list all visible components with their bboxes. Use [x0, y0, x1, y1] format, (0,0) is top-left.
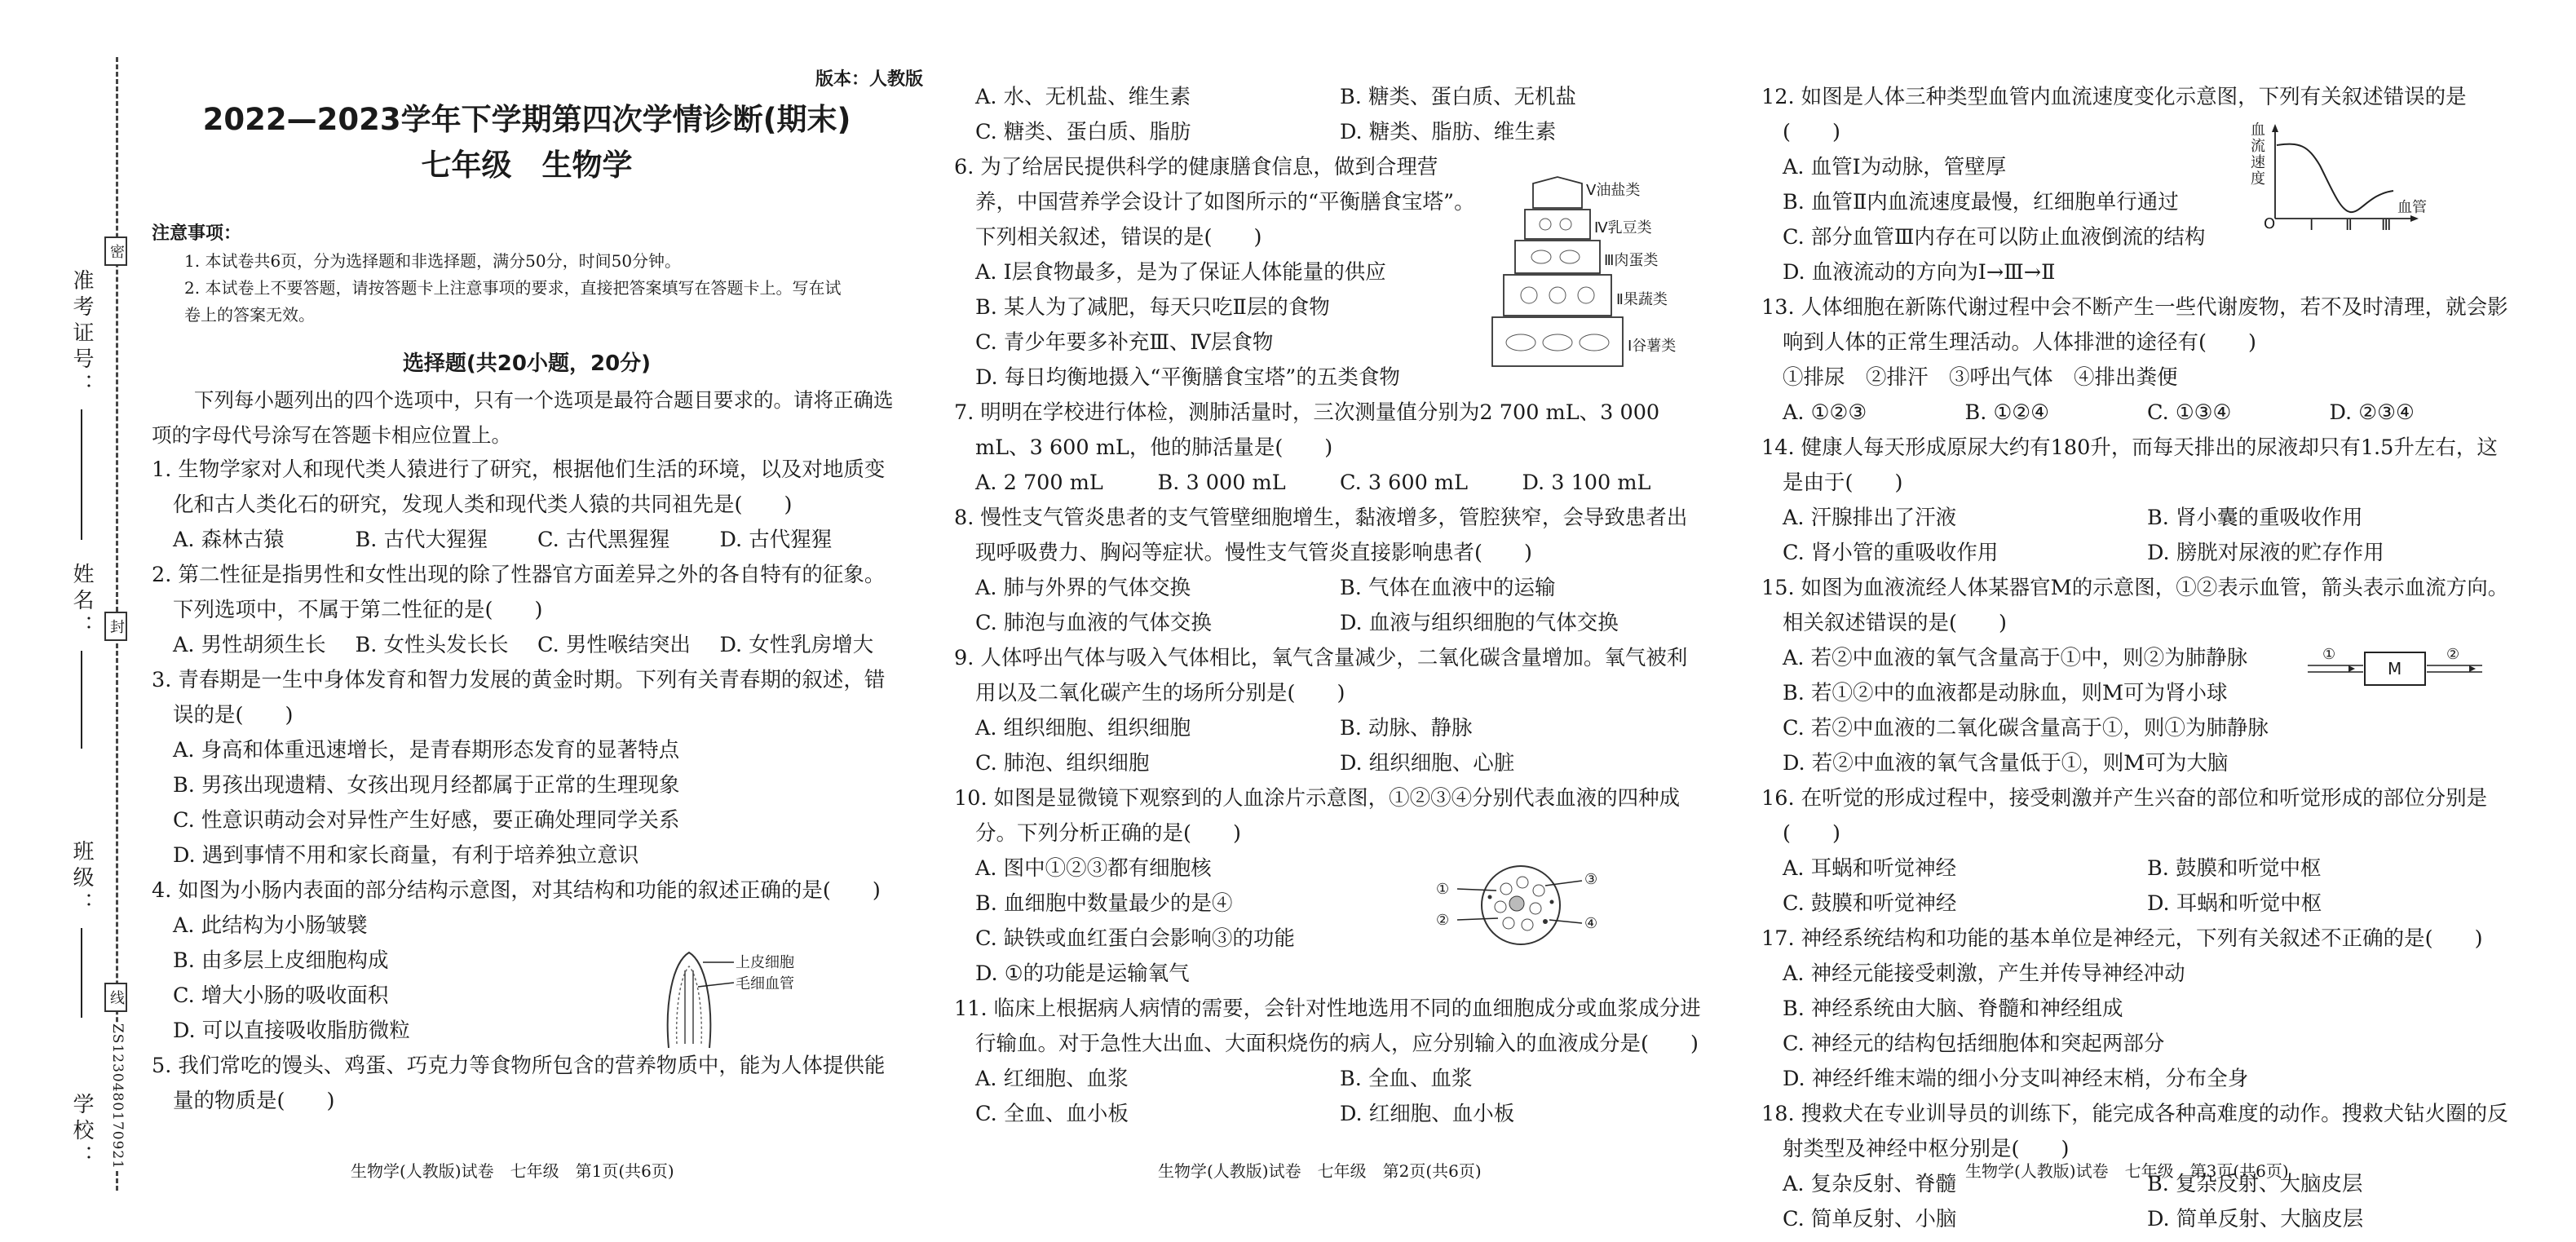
- smear-mark-1: ①: [1436, 881, 1450, 898]
- option-d[interactable]: D. 3 100 mL: [1522, 471, 1651, 495]
- question-7-options: [954, 466, 1704, 501]
- option-a[interactable]: A. 图中①②③都有细胞核: [975, 856, 1212, 881]
- section-heading: 选择题(共20小题，20分): [402, 351, 652, 376]
- option-c[interactable]: C. 3 600 mL: [1340, 471, 1469, 495]
- smear-mark-4: ④: [1584, 915, 1598, 932]
- blood-smear-diagram: [1431, 856, 1611, 954]
- option-b[interactable]: B. ①②④: [1964, 400, 2050, 425]
- question-1-stem: 1. 生物学家对人和现代类人猿进行了研究，根据他们生活的环境，以及对地质变化和古人类化石的研究，发现人类和现代类人猿的共同祖先是( ): [152, 457, 886, 517]
- option-c[interactable]: C. 肺泡、组织细胞: [975, 751, 1150, 776]
- option-a[interactable]: A. 若②中血液的氧气含量高于①中，则②为肺静脉: [1783, 646, 2248, 670]
- option-d[interactable]: D. 血液与组织细胞的气体交换: [1340, 611, 1619, 635]
- option-d[interactable]: D. 膀胱对尿液的贮存作用: [2147, 541, 2384, 565]
- question-11-options-row-1: [954, 1062, 1704, 1097]
- option-a[interactable]: A. 此结构为小肠皱襞: [173, 913, 368, 938]
- option-b[interactable]: B. 男孩出现遗精、女孩出现月经都属于正常的生理现象: [173, 773, 680, 798]
- question-12-stem: 12. 如图是人体三种类型血管内血流速度变化示意图，下列有关叙述错误的是( ): [1761, 85, 2467, 144]
- name-label: 姓名：: [69, 563, 94, 641]
- chart-x-label: 血管: [2397, 199, 2427, 216]
- option-d[interactable]: D. 可以直接吸收脂肪微粒: [173, 1019, 410, 1043]
- option-a[interactable]: A. 血管Ⅰ为动脉，管壁厚: [1783, 155, 2007, 179]
- option-b[interactable]: B. 若①②中的血液都是动脉血，则M可为肾小球: [1783, 681, 2228, 705]
- class-field[interactable]: [67, 840, 97, 1018]
- question-14-options-row-1: [1761, 501, 2512, 536]
- blood-smear-figure: [1431, 856, 1611, 954]
- notice-item-2b: 卷上的答案无效。: [184, 305, 315, 325]
- option-d[interactable]: D. 组织细胞、心脏: [1340, 751, 1515, 776]
- exam-subtitle: 七年级 生物学: [421, 148, 633, 183]
- option-b[interactable]: B. 鼓膜和听觉中枢: [2147, 856, 2322, 881]
- seal-mark-xian: 线: [104, 983, 127, 1012]
- seal-mark-feng: 封: [104, 612, 127, 641]
- question-8-options-row-2: [954, 606, 1704, 641]
- smear-mark-3: ③: [1584, 871, 1598, 888]
- organ-m-figure: [2308, 644, 2495, 693]
- option-a[interactable]: A. 神经元能接受刺激，产生并传导神经冲动: [1783, 961, 2185, 986]
- name-field[interactable]: [67, 563, 97, 749]
- exam-number-label: 准考证号：: [69, 269, 94, 400]
- option-a[interactable]: A. 组织细胞、组织细胞: [975, 716, 1191, 740]
- capillary-label: 毛细血管: [736, 975, 794, 992]
- question-5-options-row-2: [954, 115, 1704, 150]
- question-8-options-row-1: [954, 571, 1704, 606]
- question-17-stem: 17. 神经系统结构和功能的基本单位是神经元，下列有关叙述不正确的是( ): [1761, 926, 2483, 951]
- option-a[interactable]: A. 红细胞、血浆: [975, 1067, 1129, 1091]
- option-c[interactable]: C. 糖类、蛋白质、脂肪: [975, 120, 1191, 144]
- question-7-stem: 7. 明明在学校进行体检，测肺活量时，三次测量值分别为2 700 mL、3 000 mL、3 600 mL，他的肺活量是( ): [954, 400, 1660, 460]
- question-5-options-row-1: [954, 80, 1704, 115]
- notice-item-1: 1. 本试卷共6页，分为选择题和非选择题，满分50分，时间50分钟。: [184, 251, 682, 271]
- option-c[interactable]: C. 青少年要多补充Ⅲ、Ⅳ层食物: [975, 330, 1274, 355]
- option-c[interactable]: C. 肺泡与血液的气体交换: [975, 611, 1212, 635]
- option-c[interactable]: C. 增大小肠的吸收面积: [173, 983, 389, 1008]
- option-c[interactable]: C. ①③④: [2147, 400, 2232, 425]
- seal-mark-mi: 密: [104, 236, 127, 266]
- option-b[interactable]: B. 血管Ⅱ内血流速度最慢，红细胞单行通过: [1783, 190, 2179, 214]
- option-a[interactable]: A. 汗腺排出了汗液: [1783, 506, 1957, 530]
- version-label: 版本：人教版: [815, 69, 924, 90]
- option-a[interactable]: A. 森林古猿: [173, 528, 285, 552]
- notice-heading: 注意事项：: [152, 223, 242, 244]
- chart-y-label: 血流速度: [2251, 122, 2265, 188]
- option-d[interactable]: D. 若②中血液的氧气含量低于①，则M可为大脑: [1783, 751, 2229, 776]
- vessel-2-label: ②: [2446, 646, 2460, 663]
- blood-flow-figure: [2251, 121, 2438, 235]
- option-d[interactable]: D. 血液流动的方向为Ⅰ→Ⅲ→Ⅱ: [1783, 260, 2056, 285]
- option-d[interactable]: D. 古代猩猩: [719, 528, 833, 552]
- question-8-stem: 8. 慢性支气管炎患者的支气管壁细胞增生，黏液增多，管腔狭窄，会导致患者出现呼吸费力、胸闷等症状。慢性支气管炎直接影响患者( ): [954, 506, 1688, 565]
- option-d[interactable]: D. 红细胞、血小板: [1340, 1102, 1515, 1126]
- option-b[interactable]: B. 古代大猩猩: [355, 528, 488, 552]
- option-c[interactable]: C. 简单反射、小脑: [1783, 1207, 1957, 1231]
- pyramid-layer-3: Ⅲ肉蛋类: [1604, 252, 1659, 269]
- question-13-options: [1761, 396, 2512, 431]
- chart-origin: O: [2264, 215, 2276, 232]
- question-1-options: [152, 523, 902, 558]
- option-d[interactable]: D. 糖类、脂肪、维生素: [1340, 120, 1557, 144]
- option-c[interactable]: C. 全血、血小板: [975, 1102, 1129, 1126]
- chart-tick-2: Ⅱ: [2345, 217, 2353, 234]
- option-a[interactable]: A. 复杂反射、脊髓: [1783, 1172, 1957, 1196]
- option-a[interactable]: A. 肺与外界的气体交换: [975, 576, 1191, 600]
- pyramid-layer-5: Ⅴ油盐类: [1586, 182, 1641, 199]
- option-d[interactable]: D. 女性乳房增大: [719, 633, 874, 657]
- option-a[interactable]: A. 身高和体重迅速增长，是青春期形态发育的显著特点: [173, 738, 680, 762]
- pyramid-layer-1: Ⅰ谷薯类: [1628, 338, 1677, 355]
- chart-tick-3: Ⅲ: [2381, 217, 2392, 234]
- option-a[interactable]: A. 2 700 mL: [975, 471, 1103, 495]
- option-b[interactable]: B. 全血、血浆: [1340, 1067, 1473, 1091]
- question-14-stem: 14. 健康人每天形成原尿大约有180升，而每天排出的尿液却只有1.5升左右，这是由于( ): [1761, 435, 2498, 495]
- option-b[interactable]: B. 某人为了减肥，每天只吃Ⅱ层的食物: [975, 295, 1330, 320]
- question-10-stem: 10. 如图是显微镜下观察到的人血涂片示意图，①②③④分别代表血液的四种成分。下列分析正确的是( ): [954, 786, 1681, 846]
- page-footer-1: 生物学(人教版)试卷 七年级 第1页(共6页): [351, 1161, 674, 1181]
- organ-m-label: M: [2388, 659, 2402, 678]
- school-label: 学校：: [69, 1093, 94, 1171]
- food-pyramid-figure: [1484, 175, 1729, 379]
- question-18-stem: 18. 搜救犬在专业训导员的训练下，能完成各种高难度的动作。搜救犬钻火圈的反射类型及神经中枢分别是( ): [1761, 1102, 2508, 1161]
- question-16-stem: 16. 在听觉的形成过程中，接受刺激并产生兴奋的部位和听觉形成的部位分别是( ): [1761, 786, 2488, 846]
- epithelial-cell-label: 上皮细胞: [736, 954, 794, 971]
- question-3-stem: 3. 青春期是一生中身体发育和智力发展的黄金时期。下列有关青春期的叙述，错误的是( ): [152, 668, 886, 727]
- villus-figure: [652, 938, 832, 1052]
- option-c[interactable]: C. 性意识萌动会对异性产生好感，要正确处理同学关系: [173, 808, 680, 833]
- question-9-stem: 9. 人体呼出气体与吸入气体相比，氧气含量减少，二氧化碳含量增加。氧气被利用以及二氧化碳产生的场所分别是( ): [954, 646, 1688, 705]
- option-b[interactable]: B. 女性头发长长: [355, 633, 509, 657]
- binding-strip: [0, 0, 147, 1242]
- option-c[interactable]: C. 部分血管Ⅲ内存在可以防止血液倒流的结构: [1783, 225, 2206, 250]
- question-9-options-row-1: [954, 711, 1704, 746]
- exam-number-field[interactable]: [67, 269, 97, 540]
- option-d[interactable]: D. 遇到事情不用和家长商量，有利于培养独立意识: [173, 843, 639, 868]
- option-a[interactable]: A. 男性胡须生长: [173, 633, 326, 657]
- option-c[interactable]: C. 肾小管的重吸收作用: [1783, 541, 1999, 565]
- question-4-stem: 4. 如图为小肠内表面的部分结构示意图，对其结构和功能的叙述正确的是( ): [152, 878, 881, 903]
- option-d[interactable]: D. 耳蜗和听觉中枢: [2147, 891, 2322, 916]
- option-b[interactable]: B. 动脉、静脉: [1340, 716, 1473, 740]
- option-c[interactable]: C. 神经元的结构包括细胞体和突起两部分: [1783, 1032, 2165, 1056]
- option-a[interactable]: A. 水、无机盐、维生素: [975, 85, 1191, 109]
- question-11-options-row-2: [954, 1097, 1704, 1132]
- food-pyramid-diagram: [1484, 175, 1729, 379]
- option-c[interactable]: C. 缺铁或血红蛋白会影响③的功能: [975, 926, 1295, 951]
- option-c[interactable]: C. 若②中血液的二氧化碳含量高于①，则①为肺静脉: [1783, 716, 2269, 740]
- option-b[interactable]: B. 肾小囊的重吸收作用: [2147, 506, 2363, 530]
- exam-title: 2022—2023学年下学期第四次学情诊断(期末): [202, 102, 851, 137]
- option-a[interactable]: A. ①②③: [1783, 400, 1867, 425]
- option-b[interactable]: B. 由多层上皮细胞构成: [173, 948, 389, 973]
- blood-flow-chart: [2251, 121, 2438, 235]
- question-13-items: ①排尿 ②排汗 ③呼出气体 ④排出粪便: [1783, 365, 2178, 390]
- question-6-stem: 6. 为了给居民提供科学的健康膳食信息，做到合理营养，中国营养学会设计了如图所示的“平衡膳食宝塔”。下列相关叙述，错误的是( ): [954, 155, 1475, 250]
- option-d[interactable]: D. ②③④: [2329, 400, 2415, 425]
- page-footer-3: 生物学(人教版)试卷 七年级 第3页(共6页): [1965, 1161, 2289, 1181]
- pyramid-layer-2: Ⅱ果蔬类: [1616, 291, 1668, 308]
- option-d[interactable]: D. 简单反射、大脑皮层: [2147, 1207, 2364, 1231]
- pyramid-layer-4: Ⅳ乳豆类: [1594, 219, 1652, 236]
- option-b[interactable]: B. 血细胞中数量最少的是④: [975, 891, 1233, 916]
- barcode-text: ZS1230480170921: [109, 1023, 126, 1170]
- question-14-options-row-2: [1761, 536, 2512, 571]
- question-2-stem: 2. 第二性征是指男性和女性出现的除了性器官方面差异之外的各自特有的征象。下列选项中，不属于第二性征的是( ): [152, 563, 886, 622]
- question-5-stem: 5. 我们常吃的馒头、鸡蛋、巧克力等食物所包含的营养物质中，能为人体提供能量的物质是( ): [152, 1054, 886, 1113]
- question-2-options: [152, 628, 902, 663]
- question-16-options-row-2: [1761, 886, 2512, 922]
- option-d[interactable]: D. 每日均衡地摄入“平衡膳食宝塔”的五类食物: [975, 365, 1400, 390]
- question-15-stem: 15. 如图为血液流经人体某器官M的示意图，①②表示血管，箭头表示血流方向。相关叙述错误的是( ): [1761, 576, 2509, 635]
- page-footer-2: 生物学(人教版)试卷 七年级 第2页(共6页): [1158, 1161, 1482, 1181]
- option-b[interactable]: B. 复杂反射、大脑皮层: [2147, 1172, 2363, 1196]
- school-field[interactable]: [67, 1093, 97, 1171]
- option-d[interactable]: D. 神经纤维末端的细小分支叫神经末梢，分布全身: [1783, 1067, 2249, 1091]
- question-9-options-row-2: [954, 746, 1704, 781]
- option-c[interactable]: C. 男性喉结突出: [537, 633, 691, 657]
- vessel-1-label: ①: [2322, 646, 2336, 663]
- option-a[interactable]: A. Ⅰ层食物最多，是为了保证人体能量的供应: [975, 260, 1386, 285]
- option-d[interactable]: D. ①的功能是运输氧气: [975, 961, 1190, 986]
- section-intro: 下列每小题列出的四个选项中，只有一个选项是最符合题目要求的。请将正确选项的字母代号涂写在答题卡相应位置上。: [152, 388, 894, 447]
- option-a[interactable]: A. 耳蜗和听觉神经: [1783, 856, 1957, 881]
- option-b[interactable]: B. 糖类、蛋白质、无机盐: [1340, 85, 1576, 109]
- question-18-options-row-2: [1761, 1202, 2512, 1237]
- class-label: 班级：: [69, 840, 94, 918]
- option-b[interactable]: B. 3 000 mL: [1157, 471, 1286, 495]
- question-11-stem: 11. 临床上根据病人病情的需要，会针对性地选用不同的血细胞成分或血浆成分进行输血。对于急性大出血、大面积烧伤的病人，应分别输入的血液成分是( ): [954, 997, 1701, 1056]
- question-13-stem: 13. 人体细胞在新陈代谢过程中会不断产生一些代谢废物，若不及时清理，就会影响到人体的正常生理活动。人体排泄的途径有( ): [1761, 295, 2508, 355]
- option-c[interactable]: C. 鼓膜和听觉神经: [1783, 891, 1957, 916]
- chart-tick-1: Ⅰ: [2309, 217, 2314, 234]
- option-c[interactable]: C. 古代黑猩猩: [537, 528, 670, 552]
- option-b[interactable]: B. 神经系统由大脑、脊髓和神经组成: [1783, 997, 2123, 1021]
- notice-item-2: 2. 本试卷上不要答题，请按答题卡上注意事项的要求，直接把答案填写在答题卡上。写在试: [184, 278, 842, 298]
- smear-mark-2: ②: [1436, 912, 1450, 929]
- option-b[interactable]: B. 气体在血液中的运输: [1340, 576, 1556, 600]
- question-16-options-row-1: [1761, 851, 2512, 886]
